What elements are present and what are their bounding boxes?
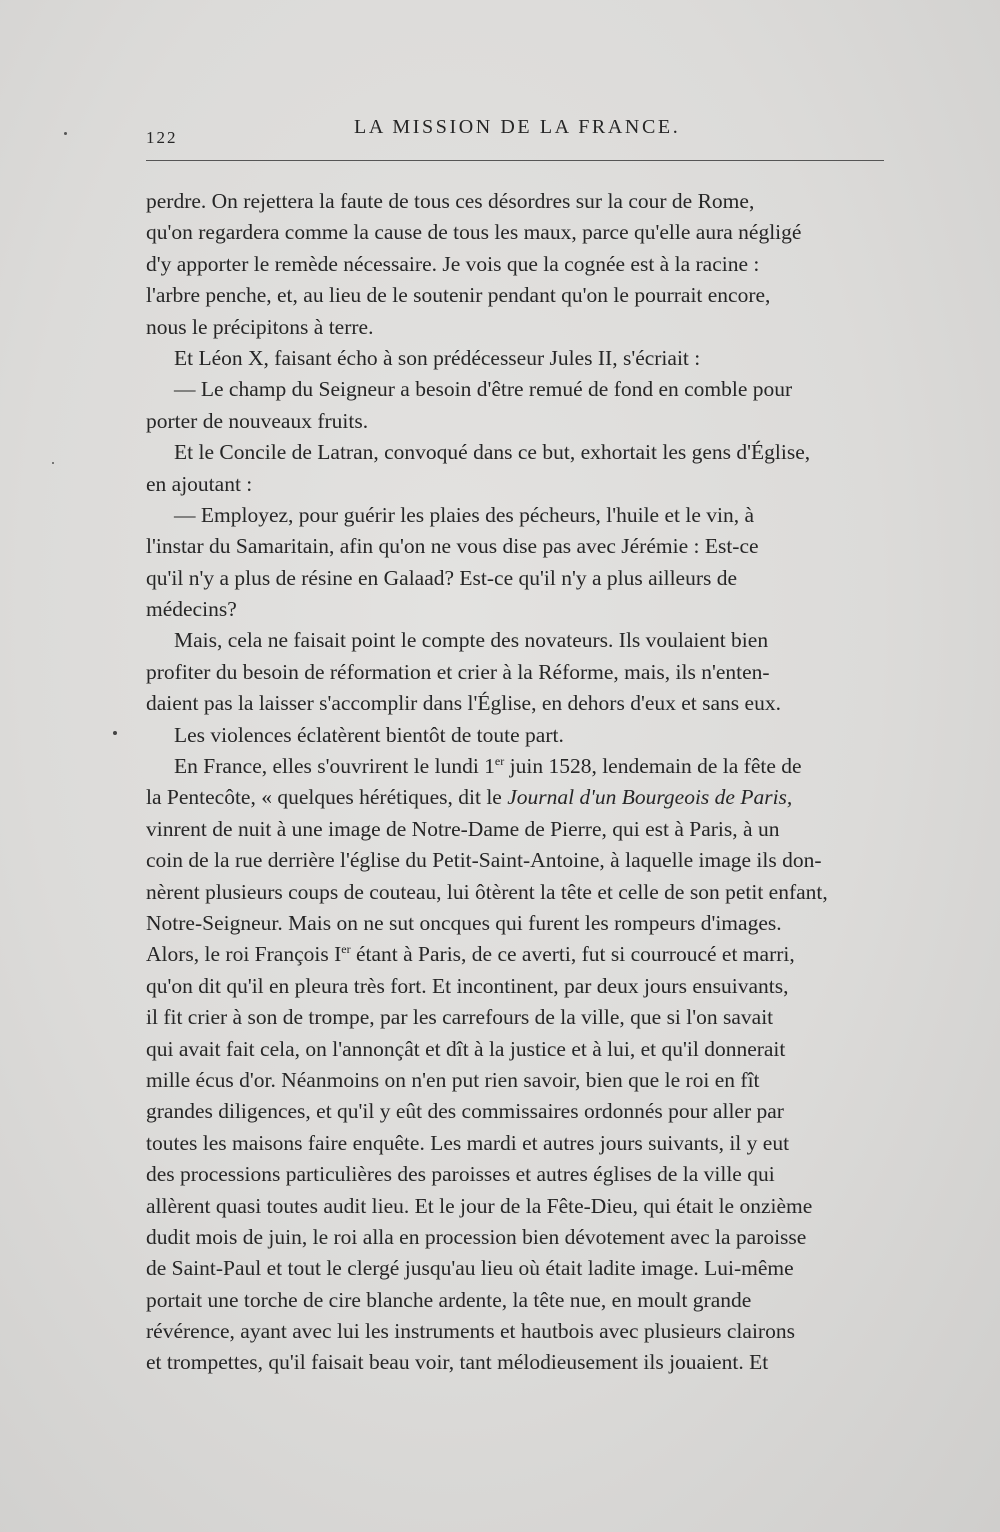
text-line: Mais, cela ne faisait point le compte des novateurs. Ils voulaient bien	[174, 628, 769, 653]
text-line: en ajoutant :	[146, 471, 253, 496]
text-line: porter de nouveaux fruits.	[146, 408, 369, 433]
text-line: vinrent de nuit à une image de Notre-Dame de Pierre, qui est à Paris, à un	[146, 816, 780, 841]
text-line: d'y apporter le remède nécessaire. Je vois que la cognée est à la racine :	[146, 251, 760, 276]
text-line: — Employez, pour guérir les plaies des pécheurs, l'huile et le vin, à	[174, 502, 755, 527]
text-line: et trompettes, qu'il faisait beau voir, tant mélodieusement ils jouaient. Et	[146, 1350, 769, 1375]
paper-speck	[52, 462, 54, 464]
text-line: perdre. On rejettera la faute de tous ces désordres sur la cour de Rome,	[146, 189, 755, 213]
text-line: qu'il n'y a plus de résine en Galaad? Est-ce qu'il n'y a plus ailleurs de	[146, 565, 738, 590]
text-line: Notre-Seigneur. Mais on ne sut oncques qui furent les rompeurs d'images.	[146, 910, 782, 935]
text-line: nous le précipitons à terre.	[146, 314, 374, 339]
text-line: allèrent quasi toutes audit lieu. Et le jour de la Fête-Dieu, qui était le onzième	[146, 1193, 813, 1218]
text-line: toutes les maisons faire enquête. Les mardi et autres jours suivants, il y eut	[146, 1130, 790, 1155]
text-line: des processions particulières des paroisses et autres églises de la ville qui	[146, 1162, 775, 1187]
text-line: l'instar du Samaritain, afin qu'on ne vous dise pas avec Jérémie : Est-ce	[146, 534, 759, 559]
text-line: qu'on dit qu'il en pleura très fort. Et incontinent, par deux jours ensuivants,	[146, 973, 789, 998]
text-line: l'arbre penche, et, au lieu de le soutenir pendant qu'on le pourrait encore,	[146, 283, 771, 308]
text-line: médecins?	[146, 597, 237, 622]
text-line: dudit mois de juin, le roi alla en procession bien dévotement avec la paroisse	[146, 1224, 807, 1249]
text-line: mille écus d'or. Néanmoins on n'en put rien savoir, bien que le roi en fît	[146, 1067, 760, 1092]
text-line: Les violences éclatèrent bientôt de toute part.	[174, 722, 564, 747]
text-line: il fit crier à son de trompe, par les carrefours de la ville, que si l'on savait	[146, 1005, 774, 1030]
text-line: nèrent plusieurs coups de couteau, lui ôtèrent la tête et celle de son petit enfant,	[146, 879, 828, 904]
text-line: daient pas la laisser s'accomplir dans l'Église, en dehors d'eux et sans eux.	[146, 691, 781, 716]
page-number: 122	[146, 128, 178, 147]
text-line: qu'on regardera comme la cause de tous les maux, parce qu'elle aura négligé	[146, 220, 802, 245]
superscript: er	[341, 942, 351, 957]
text-line: révérence, ayant avec lui les instruments et hautbois avec plusieurs clairons	[146, 1319, 795, 1344]
text-line: En France, elles s'ouvrirent le lundi 1er juin 1528, lendemain de la fête de	[174, 753, 802, 779]
text-line: profiter du besoin de réformation et crier à la Réforme, mais, ils n'enten-	[146, 659, 770, 684]
text-line: grandes diligences, et qu'il y eût des commissaires ordonnés pour aller par	[146, 1099, 784, 1124]
text-line: la Pentecôte, « quelques hérétiques, dit le Journal d'un Bourgeois de Paris,	[146, 785, 793, 810]
text-line: portait une torche de cire blanche ardente, la tête nue, en moult grande	[146, 1287, 752, 1312]
margin-mark	[113, 731, 117, 735]
superscript: er	[494, 753, 505, 768]
text-line: Et Léon X, faisant écho à son prédécesseur Jules II, s'écriait :	[174, 345, 701, 370]
text-line: qui avait fait cela, on l'annonçât et dît à la justice et à lui, et qu'il donnerait	[146, 1036, 786, 1061]
text-line: Et le Concile de Latran, convoqué dans ce but, exhortait les gens d'Église,	[174, 440, 811, 465]
text-line: coin de la rue derrière l'église du Petit-Saint-Antoine, à laquelle image ils don-	[146, 848, 822, 873]
body-text	[146, 186, 906, 1379]
header-rule	[146, 160, 884, 161]
text-line: Alors, le roi François Ier étant à Paris, de ce averti, fut si courroucé et marri,	[146, 942, 795, 967]
text-line: — Le champ du Seigneur a besoin d'être remué de fond en comble pour	[174, 377, 793, 402]
italic-title: Journal d'un Bourgeois de Paris,	[507, 785, 793, 810]
running-title: LA MISSION DE LA FRANCE.	[354, 116, 681, 138]
text-line: de Saint-Paul et tout le clergé jusqu'au lieu où était ladite image. Lui-même	[146, 1256, 794, 1281]
paper-speck	[64, 132, 67, 135]
